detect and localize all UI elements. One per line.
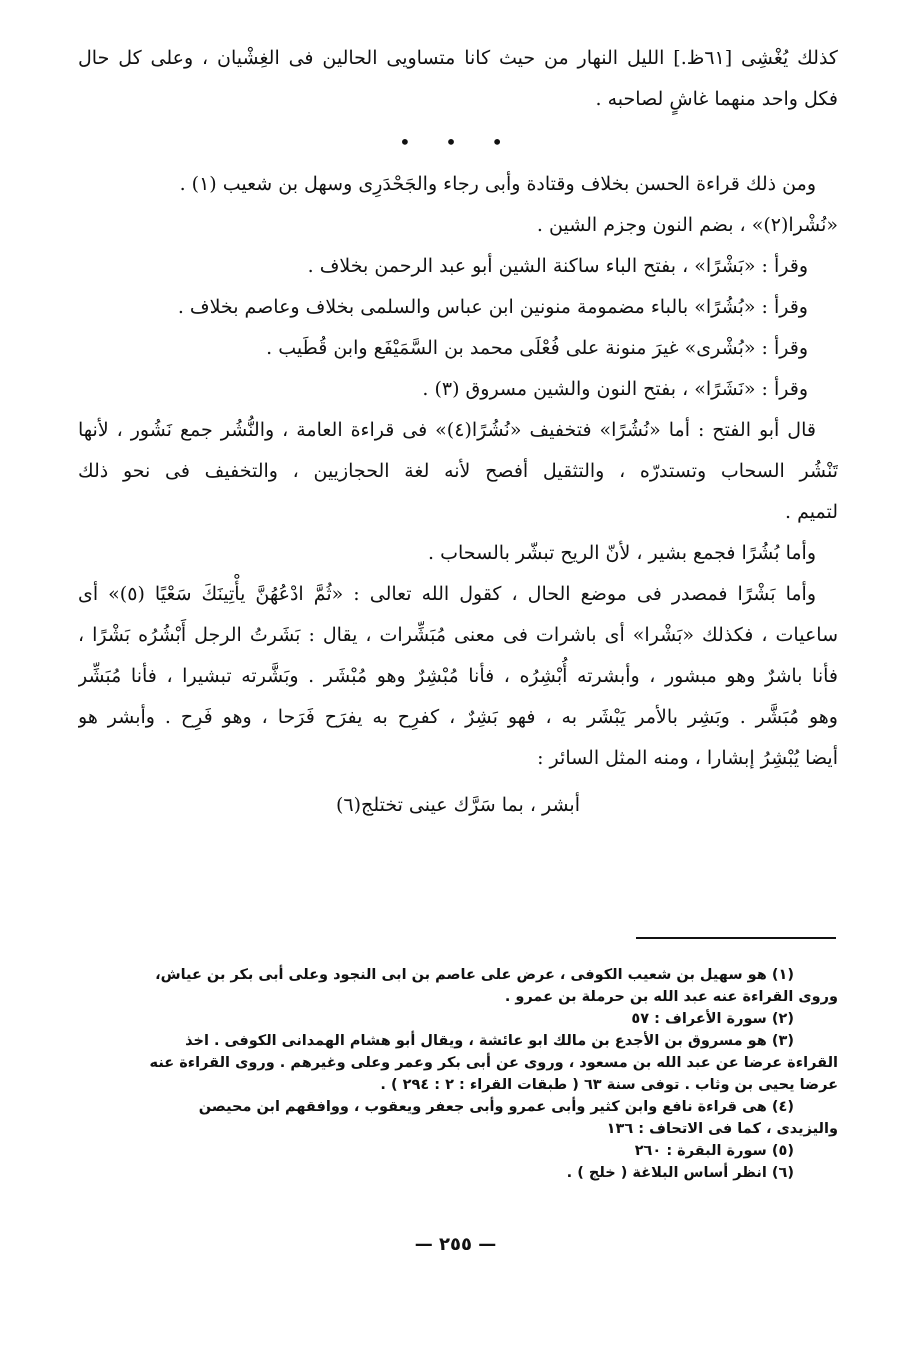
footnotes [78,964,838,1184]
page-number: — ٢٥٥ — [414,1234,497,1255]
text-line: فأنا باشرٌ وهو مبشور ، وأبشرته أُبْشِرُه ، فأنا مُبْشِرٌ وهو مُبْشَر . وبَشَّرته تبشيرا ، فأنا مُبَشِّر [78,665,838,687]
footnote-line: (٥) سورة البقرة : ٢٦٠ [634,1143,794,1159]
section-separator: • • • [398,130,518,154]
text-line: قال أبو الفتح : أما «نُشُرًا» فتخفيف «نُشُرًا(٤)» فى قراءة العامة ، والنُّشُر جمع نَشُور ، لأنها [78,419,816,441]
footnote-line: وروى القراءة عنه عبد الله بن حرملة بن عمرو . [504,989,838,1005]
text-line: «نُشْرا(٢)» ، بضم النون وجزم الشين . [536,214,838,236]
text-line: لتميم . [785,501,838,523]
text-line: ومن ذلك قراءة الحسن بخلاف وقتادة وأبى رجاء والجَحْدَرِى وسهل بن شعيب (١) . [179,173,816,195]
footnote-line: (٣) هو مسروق بن الأجدع بن مالك ابو عائشة ، ويقال أبو هشام الهمدانى الكوفى . اخذ [185,1033,794,1049]
text-line: كذلك يُغْشِى [٦١ظ.] الليل النهار من حيث كانا متساويى الحالين فى الغِشْيان ، وعلى كل حال [78,47,838,69]
footnote-line: (٢) سورة الأعراف : ٥٧ [631,1011,794,1027]
text-line: أيضا يُبْشِرُ إبشارا ، ومنه المثل السائر : [537,747,838,769]
text-line: وأما بُشُرًا فجمع بشير ، لأنّ الريح تبشّر بالسحاب . [428,542,816,564]
text-line: وهو مُبَشَّر . وبَشِر بالأمر يَبْشَر به ، فهو بَشِرٌ ، كفرِح به يفرَح فَرَحا ، وهو فَرِح . وأبشر هو [78,706,838,728]
footnote-divider [636,937,836,939]
footnote-line: (٦) انظر أساس البلاغة ( خلج ) . [566,1165,794,1181]
text-line: تَنْشُر السحاب وتستدرّه ، والتثقيل أفصح لأنه لغة الحجازيين ، والتخفيف فى نحو ذلك [78,460,838,482]
verse-line: أبشر ، بما سَرَّك عينى تختلج(٦) [336,794,580,816]
text-line: وقرأ : «بُشْرى» غيرَ منونة على فُعْلَى محمد بن السَّمَيْفَع وابن قُطَيب . [266,337,808,359]
text-line: وقرأ : «بُشُرًا» بالباء مضمومة منونين ابن عباس والسلمى بخلاف وعاصم بخلاف . [177,296,808,318]
text-line: وقرأ : «نَشَرًا» ، بفتح النون والشين مسروق (٣) . [422,378,808,400]
main-text [78,38,838,826]
footnote-line: (١) هو سهيل بن شعيب الكوفى ، عرض على عاصم بن ابى النجود وعلى أبى بكر بن عياش، [155,967,794,983]
footnote-line: واليزيدى ، كما فى الاتحاف : ١٣٦ [606,1121,838,1137]
footnote-line: (٤) هى قراءة نافع وابن كثير وأبى عمرو وأبى جعفر ويعقوب ، ووافقهم ابن محيصن [198,1099,794,1115]
text-line: وقرأ : «بَشْرًا» ، بفتح الباء ساكنة الشين أبو عبد الرحمن بخلاف . [307,255,808,277]
footnote-line: عرضا يحيى بن وثاب . توفى سنة ٦٣ ( طبقات القراء : ٢ : ٢٩٤ ) . [380,1077,838,1093]
text-line: ساعيات ، فكذلك «بَشْرا» أى باشرات فى معنى مُبَشِّرات ، يقال : بَشَرتُ الرجل أَبْشُرُه بَشْرًا ، [78,624,838,646]
footnote-line: القراءة عرضا عن عبد الله بن مسعود ، وروى عن أبى بكر وعمر وعلى وغيرهم . وروى القراءة عنه [149,1055,838,1071]
text-line: فكل واحد منهما غاشٍ لصاحبه . [595,88,838,110]
text-line: وأما بَشْرًا فمصدر فى موضع الحال ، كقول الله تعالى : «ثُمَّ ادْعُهُنَّ يأْتِينَكَ سَعْيًا (٥)» أى [78,583,816,605]
